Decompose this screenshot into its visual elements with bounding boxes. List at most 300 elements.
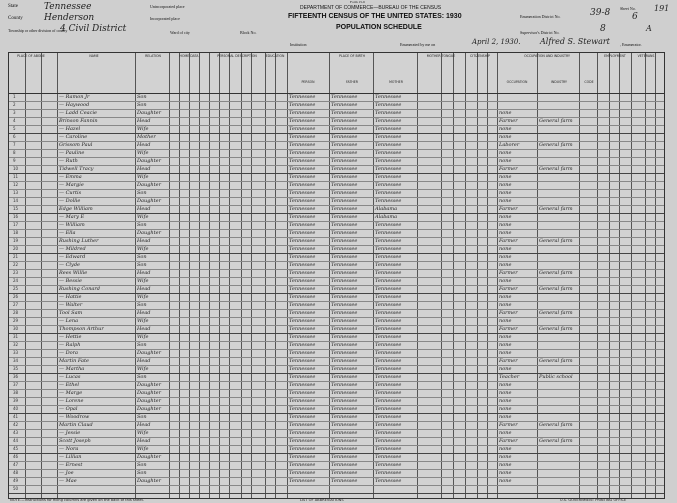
person-name: Tool Sam bbox=[59, 310, 83, 316]
schedule-subtitle: POPULATION SCHEDULE bbox=[336, 24, 422, 31]
col-head-occ-sub: OCCUPATION bbox=[506, 80, 528, 84]
birthplace-father: Tennessee bbox=[331, 414, 358, 420]
relation: Wife bbox=[137, 150, 149, 156]
birthplace-mother: Tennessee bbox=[375, 230, 402, 236]
person-name: — Ernest bbox=[59, 462, 83, 468]
row-number: 34 bbox=[13, 358, 19, 363]
table-row bbox=[9, 93, 664, 101]
person-name: Tidwell Tracy bbox=[59, 166, 94, 172]
industry: Public school bbox=[539, 374, 573, 380]
birthplace-person: Tennessee bbox=[289, 134, 316, 140]
enumerator-signature: Alfred S. Stewart bbox=[540, 37, 610, 46]
person-name: — Hattie bbox=[59, 294, 82, 300]
relation: Son bbox=[137, 374, 147, 380]
row-number: 35 bbox=[13, 366, 19, 371]
industry: General farm bbox=[539, 358, 573, 364]
birthplace-mother: Tennessee bbox=[375, 478, 402, 484]
relation: Wife bbox=[137, 294, 149, 300]
stamp-number: 191 bbox=[654, 4, 670, 13]
table-row bbox=[9, 381, 664, 389]
birthplace-father: Tennessee bbox=[331, 94, 358, 100]
form-number: Form 15-6 bbox=[350, 0, 365, 4]
row-number: 49 bbox=[13, 478, 19, 483]
table-row bbox=[9, 141, 664, 149]
col-head-ind-sub: INDUSTRY bbox=[550, 80, 568, 84]
department-line: DEPARTMENT OF COMMERCE—BUREAU OF THE CENSUS bbox=[300, 5, 442, 11]
col-head-birth-father: FATHER bbox=[345, 80, 359, 84]
birthplace-mother: Tennessee bbox=[375, 174, 402, 180]
birthplace-mother: Tennessee bbox=[375, 94, 402, 100]
birthplace-mother: Tennessee bbox=[375, 470, 402, 476]
table-row bbox=[9, 301, 664, 309]
occupation: none bbox=[499, 430, 512, 436]
person-name: — Pauline bbox=[59, 150, 85, 156]
occupation: Farmer bbox=[499, 422, 518, 428]
table-row bbox=[9, 237, 664, 245]
birthplace-mother: Tennessee bbox=[375, 454, 402, 460]
table-row bbox=[9, 365, 664, 373]
person-name: Scott Joseph bbox=[59, 438, 91, 444]
footer-printing: U.S. GOVERNMENT PRINTING OFFICE bbox=[560, 498, 627, 502]
birthplace-mother: Tennessee bbox=[375, 406, 402, 412]
birthplace-mother: Tennessee bbox=[375, 142, 402, 148]
industry: General farm bbox=[539, 286, 573, 292]
occupation: none bbox=[499, 350, 512, 356]
birthplace-father: Tennessee bbox=[331, 350, 358, 356]
birthplace-father: Tennessee bbox=[331, 182, 358, 188]
person-name: — Joe bbox=[59, 470, 74, 476]
occupation: none bbox=[499, 302, 512, 308]
birthplace-father: Tennessee bbox=[331, 294, 358, 300]
person-name: Grissom Paul bbox=[59, 142, 93, 148]
block-label: Block No. bbox=[240, 30, 257, 35]
birthplace-person: Tennessee bbox=[289, 158, 316, 164]
birthplace-father: Tennessee bbox=[331, 342, 358, 348]
birthplace-father: Tennessee bbox=[331, 334, 358, 340]
row-number: 5 bbox=[13, 126, 16, 131]
birthplace-father: Tennessee bbox=[331, 326, 358, 332]
birthplace-father: Tennessee bbox=[331, 366, 358, 372]
relation: Daughter bbox=[137, 382, 161, 388]
birthplace-person: Tennessee bbox=[289, 182, 316, 188]
birthplace-mother: Tennessee bbox=[375, 374, 402, 380]
birthplace-mother: Tennessee bbox=[375, 238, 402, 244]
person-name: — Martha bbox=[59, 366, 85, 372]
birthplace-mother: Tennessee bbox=[375, 126, 402, 132]
relation: Head bbox=[137, 438, 151, 444]
relation: Daughter bbox=[137, 350, 161, 356]
table-row bbox=[9, 421, 664, 429]
birthplace-person: Tennessee bbox=[289, 174, 316, 180]
industry: General farm bbox=[539, 142, 573, 148]
occupation: none bbox=[499, 406, 512, 412]
industry: General farm bbox=[539, 438, 573, 444]
birthplace-person: Tennessee bbox=[289, 166, 316, 172]
occupation: Farmer bbox=[499, 438, 518, 444]
birthplace-person: Tennessee bbox=[289, 318, 316, 324]
birthplace-person: Tennessee bbox=[289, 398, 316, 404]
occupation: none bbox=[499, 278, 512, 284]
row-number: 4 bbox=[13, 118, 16, 123]
table-row bbox=[9, 461, 664, 469]
birthplace-mother: Tennessee bbox=[375, 414, 402, 420]
birthplace-father: Tennessee bbox=[331, 190, 358, 196]
person-name: — Ruth bbox=[59, 158, 78, 164]
row-number: 16 bbox=[13, 214, 19, 219]
birthplace-father: Tennessee bbox=[331, 278, 358, 284]
relation: Daughter bbox=[137, 478, 161, 484]
birthplace-father: Tennessee bbox=[331, 470, 358, 476]
birthplace-person: Tennessee bbox=[289, 454, 316, 460]
table-row bbox=[9, 429, 664, 437]
birthplace-father: Tennessee bbox=[331, 142, 358, 148]
birthplace-person: Tennessee bbox=[289, 350, 316, 356]
industry: General farm bbox=[539, 166, 573, 172]
birthplace-person: Tennessee bbox=[289, 390, 316, 396]
birthplace-father: Tennessee bbox=[331, 150, 358, 156]
table-row bbox=[9, 149, 664, 157]
table-row bbox=[9, 373, 664, 381]
row-number: 38 bbox=[13, 390, 19, 395]
relation: Daughter bbox=[137, 398, 161, 404]
birthplace-person: Tennessee bbox=[289, 110, 316, 116]
birthplace-person: Tennessee bbox=[289, 430, 316, 436]
industry: General farm bbox=[539, 118, 573, 124]
table-row bbox=[9, 445, 664, 453]
birthplace-mother: Tennessee bbox=[375, 430, 402, 436]
table-row bbox=[9, 157, 664, 165]
birthplace-mother: Tennessee bbox=[375, 198, 402, 204]
occupation: none bbox=[499, 246, 512, 252]
birthplace-father: Tennessee bbox=[331, 110, 358, 116]
col-head-home: HOME DATA bbox=[179, 54, 199, 58]
table-row bbox=[9, 389, 664, 397]
birthplace-mother: Tennessee bbox=[375, 254, 402, 260]
occupation: Farmer bbox=[499, 118, 518, 124]
birthplace-mother: Tennessee bbox=[375, 358, 402, 364]
occupation: none bbox=[499, 294, 512, 300]
person-name: — Haywood bbox=[59, 102, 90, 108]
col-head-birth-person: PERSON bbox=[301, 80, 315, 84]
birthplace-father: Tennessee bbox=[331, 398, 358, 404]
state-value: Tennessee bbox=[44, 2, 92, 12]
census-grid bbox=[8, 52, 665, 499]
table-row bbox=[9, 133, 664, 141]
person-name: — Ella bbox=[59, 230, 76, 236]
enumerated-date: April 2, 1930. bbox=[472, 38, 521, 46]
ed-label: Enumeration District No. bbox=[520, 14, 561, 19]
person-name: — Jessie bbox=[59, 430, 81, 436]
birthplace-mother: Tennessee bbox=[375, 318, 402, 324]
col-head-education: EDUCATION bbox=[265, 54, 285, 58]
relation: Daughter bbox=[137, 230, 161, 236]
row-number: 7 bbox=[13, 142, 16, 147]
table-row bbox=[9, 205, 664, 213]
person-name: Thompson Arthur bbox=[59, 326, 104, 332]
person-name: — Dora bbox=[59, 350, 78, 356]
birthplace-father: Tennessee bbox=[331, 198, 358, 204]
relation: Son bbox=[137, 190, 147, 196]
table-row bbox=[9, 221, 664, 229]
occupation: Farmer bbox=[499, 326, 518, 332]
occupation: none bbox=[499, 222, 512, 228]
birthplace-father: Tennessee bbox=[331, 406, 358, 412]
birthplace-mother: Tennessee bbox=[375, 366, 402, 372]
occupation: none bbox=[499, 382, 512, 388]
birthplace-person: Tennessee bbox=[289, 310, 316, 316]
row-number: 9 bbox=[13, 158, 16, 163]
birthplace-person: Tennessee bbox=[289, 438, 316, 444]
institution-label: Institution bbox=[290, 42, 307, 47]
occupation: Farmer bbox=[499, 206, 518, 212]
col-head-birth: PLACE OF BIRTH bbox=[339, 54, 365, 58]
col-head-citizenship: CITIZENSHIP bbox=[470, 54, 490, 58]
relation: Son bbox=[137, 470, 147, 476]
birthplace-person: Tennessee bbox=[289, 278, 316, 284]
birthplace-person: Tennessee bbox=[289, 230, 316, 236]
birthplace-mother: Tennessee bbox=[375, 334, 402, 340]
birthplace-father: Tennessee bbox=[331, 222, 358, 228]
birthplace-mother: Tennessee bbox=[375, 302, 402, 308]
row-number: 40 bbox=[13, 406, 19, 411]
birthplace-mother: Tennessee bbox=[375, 398, 402, 404]
birthplace-mother: Tennessee bbox=[375, 102, 402, 108]
birthplace-person: Tennessee bbox=[289, 94, 316, 100]
person-name: Brinson Fannin bbox=[59, 118, 98, 124]
birthplace-father: Tennessee bbox=[331, 262, 358, 268]
birthplace-mother: Tennessee bbox=[375, 294, 402, 300]
birthplace-father: Tennessee bbox=[331, 270, 358, 276]
birthplace-father: Tennessee bbox=[331, 374, 358, 380]
row-number: 30 bbox=[13, 326, 19, 331]
row-number: 21 bbox=[13, 254, 19, 259]
birthplace-mother: Tennessee bbox=[375, 310, 402, 316]
table-row bbox=[9, 405, 664, 413]
birthplace-mother: Tennessee bbox=[375, 446, 402, 452]
col-head-veterans: VETERANS bbox=[637, 54, 655, 58]
person-name: — Nora bbox=[59, 446, 79, 452]
person-name: — Lena bbox=[59, 318, 79, 324]
row-number: 31 bbox=[13, 334, 19, 339]
occupation: none bbox=[499, 190, 512, 196]
birthplace-mother: Tennessee bbox=[375, 118, 402, 124]
birthplace-father: Tennessee bbox=[331, 118, 358, 124]
row-number: 39 bbox=[13, 398, 19, 403]
row-number: 1 bbox=[13, 94, 16, 99]
row-number: 46 bbox=[13, 454, 19, 459]
table-row bbox=[9, 397, 664, 405]
relation: Wife bbox=[137, 430, 149, 436]
relation: Daughter bbox=[137, 158, 161, 164]
table-row bbox=[9, 325, 664, 333]
table-row bbox=[9, 357, 664, 365]
relation: Son bbox=[137, 262, 147, 268]
row-number: 17 bbox=[13, 222, 19, 227]
sheet-value: 6 bbox=[632, 12, 638, 22]
table-row bbox=[9, 333, 664, 341]
table-row bbox=[9, 285, 664, 293]
birthplace-father: Tennessee bbox=[331, 246, 358, 252]
birthplace-person: Tennessee bbox=[289, 414, 316, 420]
birthplace-father: Tennessee bbox=[331, 102, 358, 108]
occupation: Farmer bbox=[499, 166, 518, 172]
incorporated-label: Incorporated place bbox=[150, 16, 180, 21]
birthplace-mother: Tennessee bbox=[375, 246, 402, 252]
table-row bbox=[9, 125, 664, 133]
table-row bbox=[9, 437, 664, 445]
person-name: — Clyde bbox=[59, 262, 80, 268]
person-name: — Hettie bbox=[59, 334, 82, 340]
table-row bbox=[9, 413, 664, 421]
relation: Son bbox=[137, 414, 147, 420]
birthplace-father: Tennessee bbox=[331, 390, 358, 396]
birthplace-mother: Tennessee bbox=[375, 270, 402, 276]
row-number: 42 bbox=[13, 422, 19, 427]
birthplace-mother: Tennessee bbox=[375, 166, 402, 172]
relation: Wife bbox=[137, 334, 149, 340]
table-row bbox=[9, 469, 664, 477]
township-label: Township or other division of county bbox=[8, 28, 68, 33]
relation: Wife bbox=[137, 246, 149, 252]
relation: Son bbox=[137, 254, 147, 260]
person-name: — Emma bbox=[59, 174, 82, 180]
table-row bbox=[9, 117, 664, 125]
relation: Wife bbox=[137, 126, 149, 132]
occupation: Farmer bbox=[499, 286, 518, 292]
row-number: 8 bbox=[13, 150, 16, 155]
birthplace-mother: Tennessee bbox=[375, 326, 402, 332]
person-name: Rushing Luther bbox=[59, 238, 99, 244]
relation: Wife bbox=[137, 214, 149, 220]
birthplace-person: Tennessee bbox=[289, 102, 316, 108]
relation: Son bbox=[137, 462, 147, 468]
birthplace-person: Tennessee bbox=[289, 446, 316, 452]
table-row bbox=[9, 101, 664, 109]
birthplace-father: Tennessee bbox=[331, 318, 358, 324]
industry: General farm bbox=[539, 310, 573, 316]
table-row bbox=[9, 197, 664, 205]
relation: Head bbox=[137, 270, 151, 276]
relation: Mother bbox=[137, 134, 156, 140]
col-head-birth-mother: MOTHER bbox=[389, 80, 403, 84]
birthplace-person: Tennessee bbox=[289, 238, 316, 244]
relation: Son bbox=[137, 102, 147, 108]
birthplace-mother: Alabama bbox=[375, 206, 398, 212]
table-row bbox=[9, 253, 664, 261]
birthplace-person: Tennessee bbox=[289, 422, 316, 428]
row-number: 47 bbox=[13, 462, 19, 467]
birthplace-mother: Tennessee bbox=[375, 222, 402, 228]
birthplace-father: Tennessee bbox=[331, 422, 358, 428]
birthplace-father: Tennessee bbox=[331, 206, 358, 212]
relation: Daughter bbox=[137, 390, 161, 396]
birthplace-father: Tennessee bbox=[331, 158, 358, 164]
birthplace-person: Tennessee bbox=[289, 374, 316, 380]
occupation: Farmer bbox=[499, 310, 518, 316]
row-number: 12 bbox=[13, 182, 19, 187]
sd-label: Supervisor's District No. bbox=[520, 30, 560, 35]
occupation: none bbox=[499, 150, 512, 156]
occupation: none bbox=[499, 110, 512, 116]
birthplace-person: Tennessee bbox=[289, 342, 316, 348]
relation: Daughter bbox=[137, 182, 161, 188]
relation: Head bbox=[137, 310, 151, 316]
table-row bbox=[9, 317, 664, 325]
person-name: — William bbox=[59, 222, 85, 228]
birthplace-mother: Tennessee bbox=[375, 286, 402, 292]
birthplace-person: Tennessee bbox=[289, 150, 316, 156]
person-name: — Ladd Ceacie bbox=[59, 110, 98, 116]
ed-value: 39-8 bbox=[590, 8, 611, 18]
birthplace-person: Tennessee bbox=[289, 470, 316, 476]
sheet-label: Sheet No. bbox=[620, 6, 636, 11]
birthplace-father: Tennessee bbox=[331, 358, 358, 364]
birthplace-person: Tennessee bbox=[289, 198, 316, 204]
county-label: County bbox=[8, 16, 23, 21]
row-number: 15 bbox=[13, 206, 19, 211]
person-name: — Lorene bbox=[59, 398, 84, 404]
person-name: — Lillian bbox=[59, 454, 82, 460]
birthplace-father: Tennessee bbox=[331, 230, 358, 236]
row-number: 24 bbox=[13, 278, 19, 283]
enumerator-suffix: , Enumerator. bbox=[620, 42, 642, 47]
relation: Son bbox=[137, 302, 147, 308]
relation: Wife bbox=[137, 366, 149, 372]
relation: Daughter bbox=[137, 110, 161, 116]
row-number: 29 bbox=[13, 318, 19, 323]
footer-note: NOTE.—Instructions for filling columns are given on the back of this sheet. bbox=[10, 498, 145, 502]
col-head-relation: RELATION bbox=[145, 54, 161, 58]
birthplace-person: Tennessee bbox=[289, 118, 316, 124]
person-name: — Margie bbox=[59, 182, 84, 188]
birthplace-father: Tennessee bbox=[331, 126, 358, 132]
birthplace-father: Tennessee bbox=[331, 302, 358, 308]
col-head-occupation: OCCUPATION AND INDUSTRY bbox=[524, 54, 570, 58]
row-number: 45 bbox=[13, 446, 19, 451]
birthplace-father: Tennessee bbox=[331, 310, 358, 316]
person-name: Edge William bbox=[59, 206, 93, 212]
birthplace-person: Tennessee bbox=[289, 334, 316, 340]
relation: Wife bbox=[137, 174, 149, 180]
industry: General farm bbox=[539, 422, 573, 428]
table-row bbox=[9, 269, 664, 277]
row-number: 20 bbox=[13, 246, 19, 251]
relation: Daughter bbox=[137, 454, 161, 460]
occupation: none bbox=[499, 478, 512, 484]
person-name: — Dollie bbox=[59, 198, 81, 204]
birthplace-mother: Tennessee bbox=[375, 190, 402, 196]
row-number: 14 bbox=[13, 198, 19, 203]
industry: General farm bbox=[539, 206, 573, 212]
footer-abbreviations: LIST OF ABBREVIATIONS bbox=[300, 498, 344, 502]
birthplace-person: Tennessee bbox=[289, 406, 316, 412]
col-head-tongue: MOTHER TONGUE bbox=[426, 54, 456, 58]
table-row bbox=[9, 293, 664, 301]
occupation: Teacher bbox=[499, 374, 520, 380]
person-name: — Ethel bbox=[59, 382, 80, 388]
occupation: Farmer bbox=[499, 358, 518, 364]
birthplace-person: Tennessee bbox=[289, 190, 316, 196]
table-row bbox=[9, 261, 664, 269]
person-name: — Lucas bbox=[59, 374, 81, 380]
birthplace-person: Tennessee bbox=[289, 302, 316, 308]
table-row bbox=[9, 349, 664, 357]
occupation: none bbox=[499, 390, 512, 396]
occupation: none bbox=[499, 214, 512, 220]
birthplace-person: Tennessee bbox=[289, 366, 316, 372]
sd-value: 8 bbox=[600, 24, 606, 34]
table-row bbox=[9, 453, 664, 461]
